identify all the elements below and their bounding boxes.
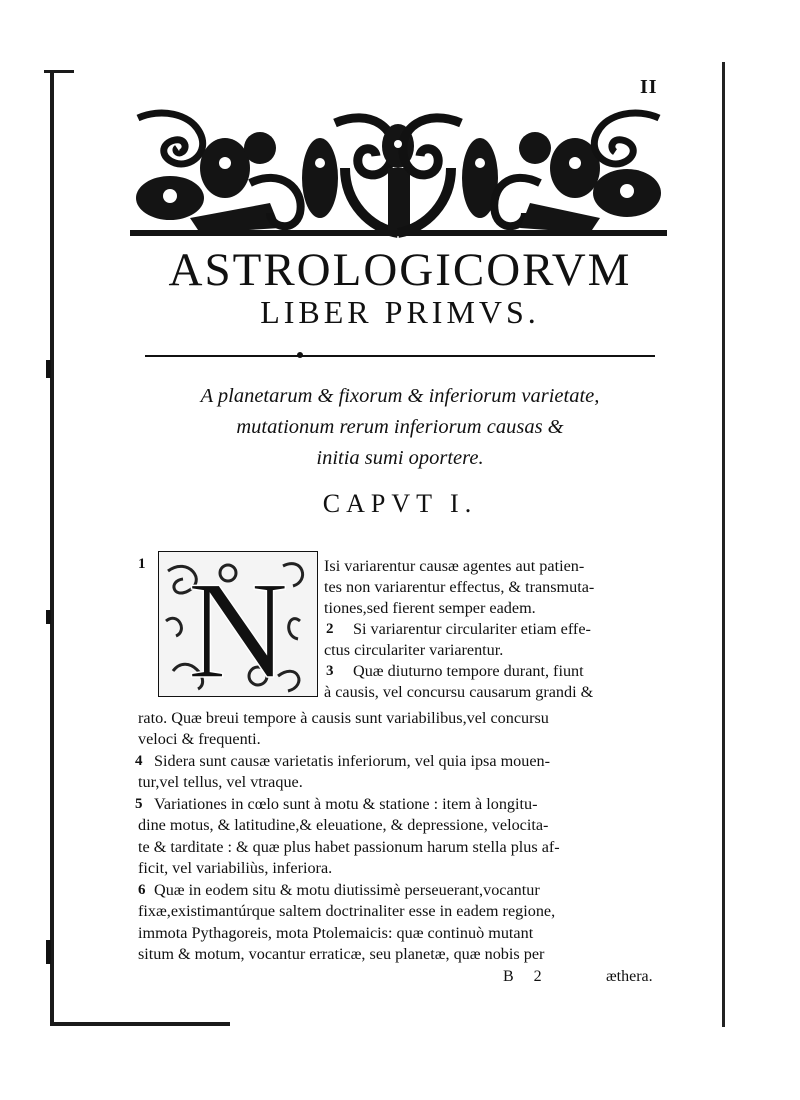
text-line: tur,vel tellus, vel vtraque. [138,773,303,791]
text-line: te & tarditate : & quæ plus habet passionum harum stella plus af- [138,838,560,856]
scan-speck [46,360,51,378]
text-line: veloci & frequenti. [138,730,261,748]
page-edge-bottom [50,1022,230,1026]
scan-speck [46,940,51,964]
signature-mark: B 2 [503,968,550,985]
text-line: Variationes in cœlo sunt à motu & statione : item à longitu- [154,795,538,813]
text-line: Quæ diuturno tempore durant, fiunt [353,662,584,680]
rule-ornament [297,352,303,358]
paragraph-number: 4 [135,753,143,769]
scan-speck [46,610,51,624]
text-line: Quæ in eodem situ & motu diutissimè perseuerant,vocantur [154,881,540,899]
page-edge-left [50,70,54,1025]
catchword: æthera. [606,968,653,985]
paragraph-number: 6 [138,882,146,898]
horizontal-rule [145,355,655,357]
text-line: ctus circulariter variarentur. [324,641,504,659]
text-line: fixæ,existimantúrque saltem doctrinaliter esse in eadem regione, [138,902,556,920]
text-line: à causis, vel concursu causarum grandi & [324,683,594,701]
drop-cap-letter: N [187,553,289,697]
text-line: ficit, vel variabiliùs, inferiora. [138,859,333,877]
page-edge-mark [44,70,74,73]
paragraph-number: 1 [138,556,146,572]
text-line: dine motus, & latitudine,& eleuatione, & depressione, velocita- [138,816,549,834]
text-line: situm & motum, vocantur erraticæ, seu planetæ, quæ nobis per [138,945,545,963]
paragraph-number: 3 [326,663,334,679]
paragraph-number: 5 [135,796,143,812]
decorated-initial [158,551,318,697]
summary-line: A planetarum & fixorum & inferiorum varietate, [200,385,600,407]
text-line: Sidera sunt causæ varietatis inferiorum, vel quia ipsa mouen- [154,752,551,770]
text-line: immota Pythagoreis, mota Ptolemaicis: quæ continuò mutant [138,924,534,942]
text-line: tes non variarentur effectus, & transmuta- [324,578,595,596]
page-number: II [640,76,658,98]
chapter-heading: CAPVT I. [322,489,478,518]
page-edge-right [722,62,725,1027]
text-line: Isi variarentur causæ agentes aut patien- [324,557,585,575]
book-title: ASTROLOGICORVM [168,244,632,296]
summary-line: initia sumi oportere. [316,447,484,469]
text-line: rato. Quæ breui tempore à causis sunt variabilibus,vel concursu [138,709,549,727]
paragraph-number: 2 [326,621,334,637]
chapter-summary [0,381,800,474]
text-line: tiones,sed fierent semper eadem. [324,599,536,617]
book-subtitle: LIBER PRIMVS. [260,294,540,330]
summary-line: mutationum rerum inferiorum causas & [236,416,564,438]
ornamental-headpiece [130,108,667,238]
text-line: Si variarentur circulariter etiam effe- [353,620,591,638]
